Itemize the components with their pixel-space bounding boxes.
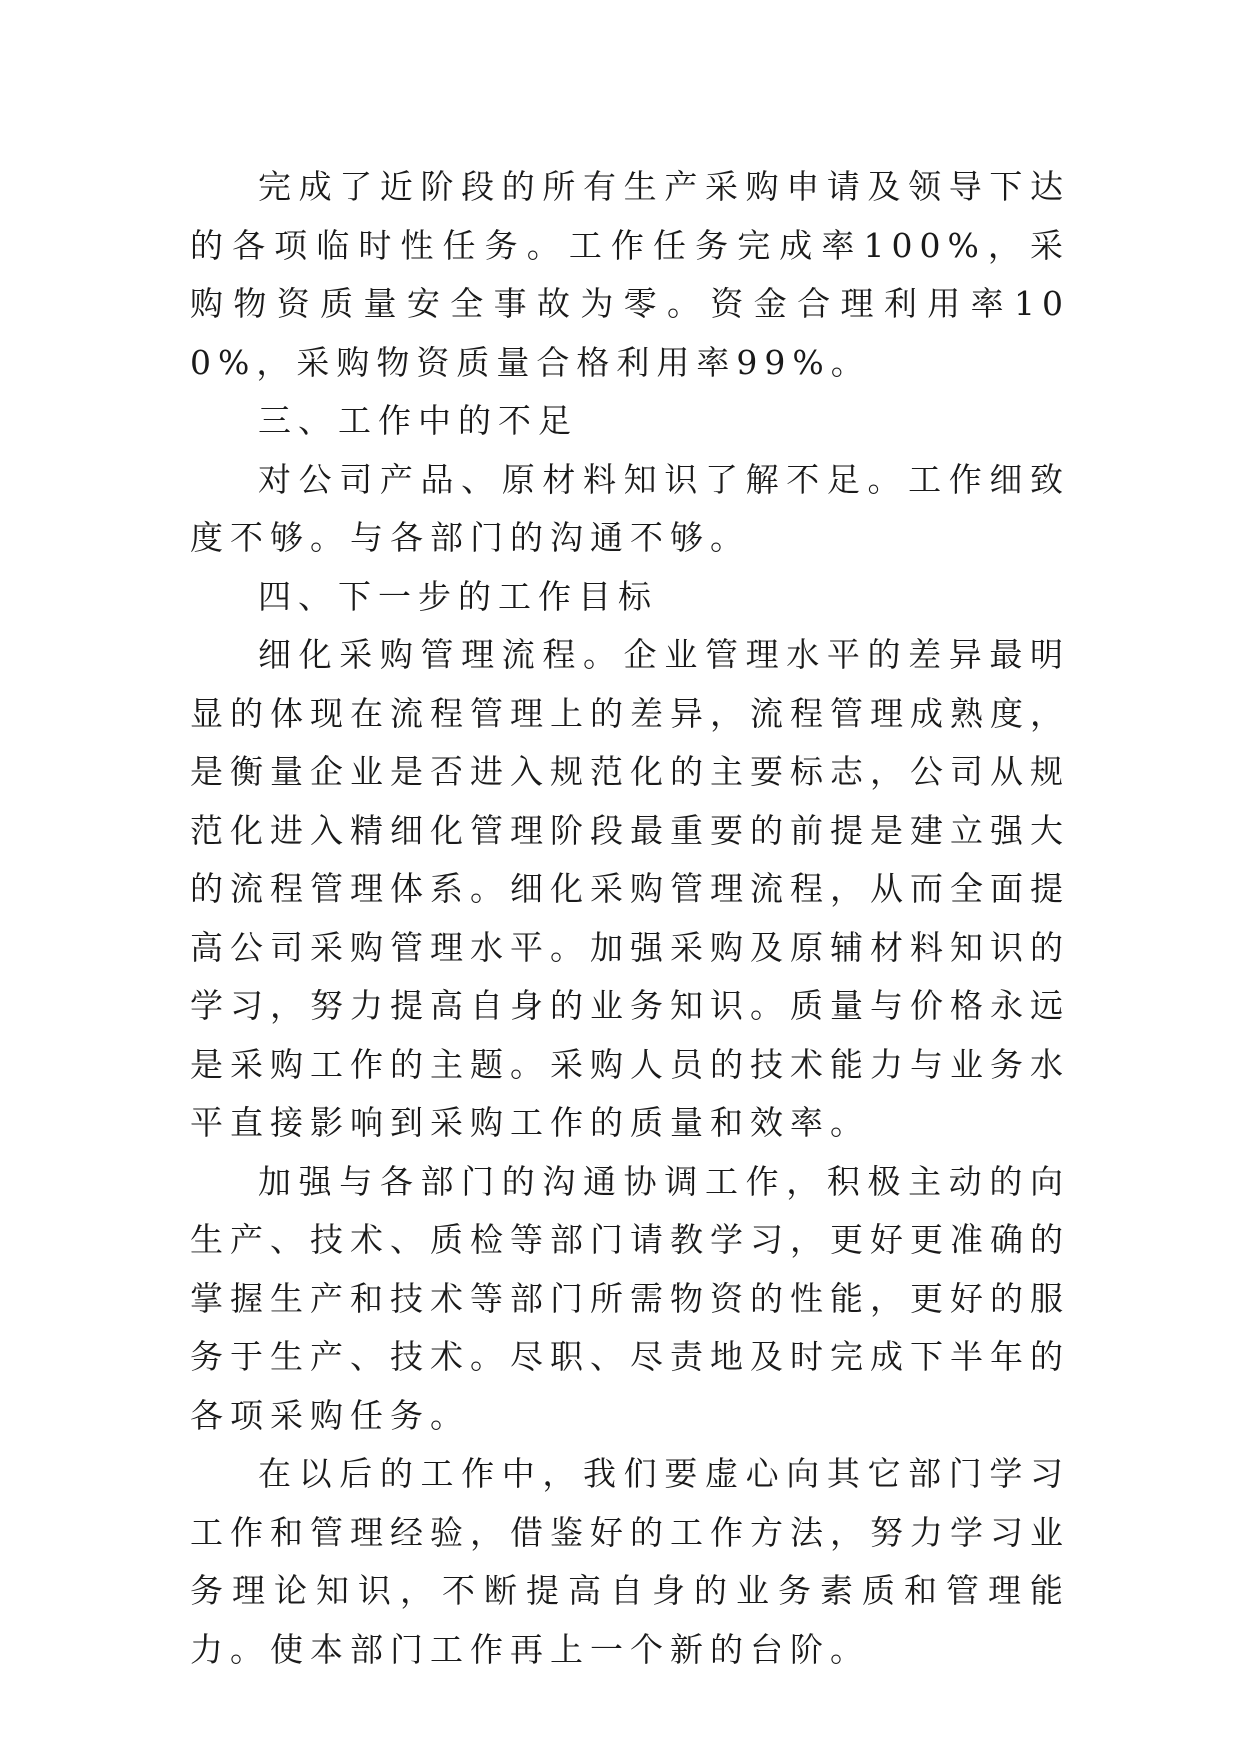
paragraph-communication: 加强与各部门的沟通协调工作，积极主动的向生产、技术、质检等部门请教学习，更好更准确的掌握生产和技术等部门所需物资的性能，更好的服务于生产、技术。尽职、尽责地及时完成下半年的各项采购任务。 [190,1161,1070,1435]
paragraph-future-work: 在以后的工作中，我们要虚心向其它部门学习工作和管理经验，借鉴好的工作方法，努力学习业务理论知识，不断提高自身的业务素质和管理能力。使本部门工作再上一个新的台阶。 [190,1454,1070,1669]
document-body [190,158,1070,1679]
paragraph-shortcomings: 对公司产品、原材料知识了解不足。工作细致度不够。与各部门的沟通不够。 [190,459,1070,557]
paragraph-refine-procurement: 细化采购管理流程。企业管理水平的差异最明显的体现在流程管理上的差异，流程管理成熟度，是衡量企业是否进入规范化的主要标志，公司从规范化进入精细化管理阶段最重要的前提是建立强大的流程管理体系。细化采购管理流程，从而全面提高公司采购管理水平。加强采购及原辅材料知识的学习，努力提高自身的业务知识。质量与价格永远是采购工作的主题。采购人员的技术能力与业务水平直接影响到采购工作的质量和效率。 [190,635,1070,1142]
section-heading-next-goals: 四、下一步的工作目标 [258,576,658,616]
section-heading-shortcomings: 三、工作中的不足 [258,401,578,440]
paragraph-completion-summary: 完成了近阶段的所有生产采购申请及领导下达的各项临时性任务。工作任务完成率100%，采购物资质量安全事故为零。资金合理利用率100%，采购物资质量合格利用率99%。 [190,167,1070,382]
